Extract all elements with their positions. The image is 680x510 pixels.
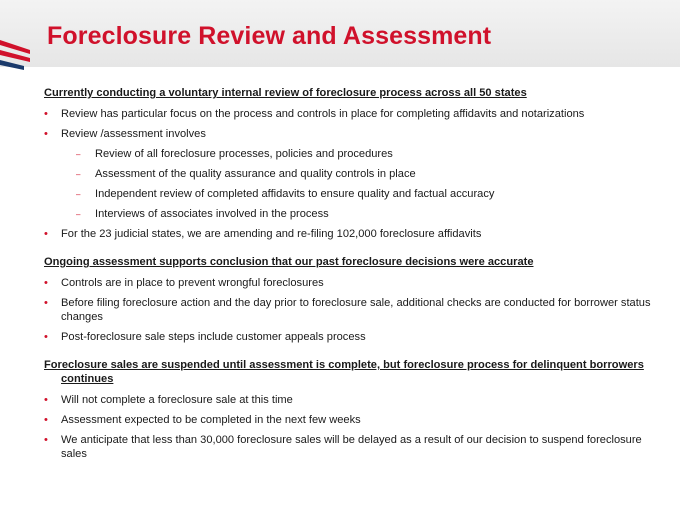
list-item: • Post-foreclosure sale steps include customer appeals process [44, 330, 664, 344]
flag-logo-icon [0, 36, 30, 86]
slide-header [0, 0, 680, 67]
list-item: • Review has particular focus on the process and controls in place for completing affidavits and notarizations [44, 107, 664, 121]
list-item: • Review /assessment involves [44, 127, 664, 141]
slide-body [44, 86, 664, 475]
sub-list-item: – Review of all foreclosure processes, policies and procedures [44, 147, 664, 161]
section-heading: Ongoing assessment supports conclusion that our past foreclosure decisions were accurate [44, 256, 534, 268]
section-internal-review [44, 86, 664, 241]
list-item: • Before filing foreclosure action and the day prior to foreclosure sale, additional checks are conducted for borrower status changes [44, 296, 664, 324]
section-heading: Foreclosure sales are suspended until assessment is complete, but foreclosure process for delinquent borrowers continues [44, 359, 644, 385]
list-item: • We anticipate that less than 30,000 foreclosure sales will be delayed as a result of our decision to suspend foreclosure sales [44, 433, 664, 461]
list-item: • Assessment expected to be completed in the next few weeks [44, 413, 664, 427]
sub-list-item: – Independent review of completed affidavits to ensure quality and factual accuracy [44, 187, 664, 201]
section-ongoing-assessment [44, 255, 664, 344]
list-item: • For the 23 judicial states, we are amending and re-filing 102,000 foreclosure affidavits [44, 227, 664, 241]
list-item: • Controls are in place to prevent wrongful foreclosures [44, 276, 664, 290]
slide-title: Foreclosure Review and Assessment [47, 22, 492, 50]
section-heading: Currently conducting a voluntary internal review of foreclosure process across all 50 states [44, 87, 527, 99]
list-item: • Will not complete a foreclosure sale at this time [44, 393, 664, 407]
sub-list-item: – Interviews of associates involved in the process [44, 207, 664, 221]
sub-list-item: – Assessment of the quality assurance and quality controls in place [44, 167, 664, 181]
section-sales-suspended [44, 358, 664, 461]
